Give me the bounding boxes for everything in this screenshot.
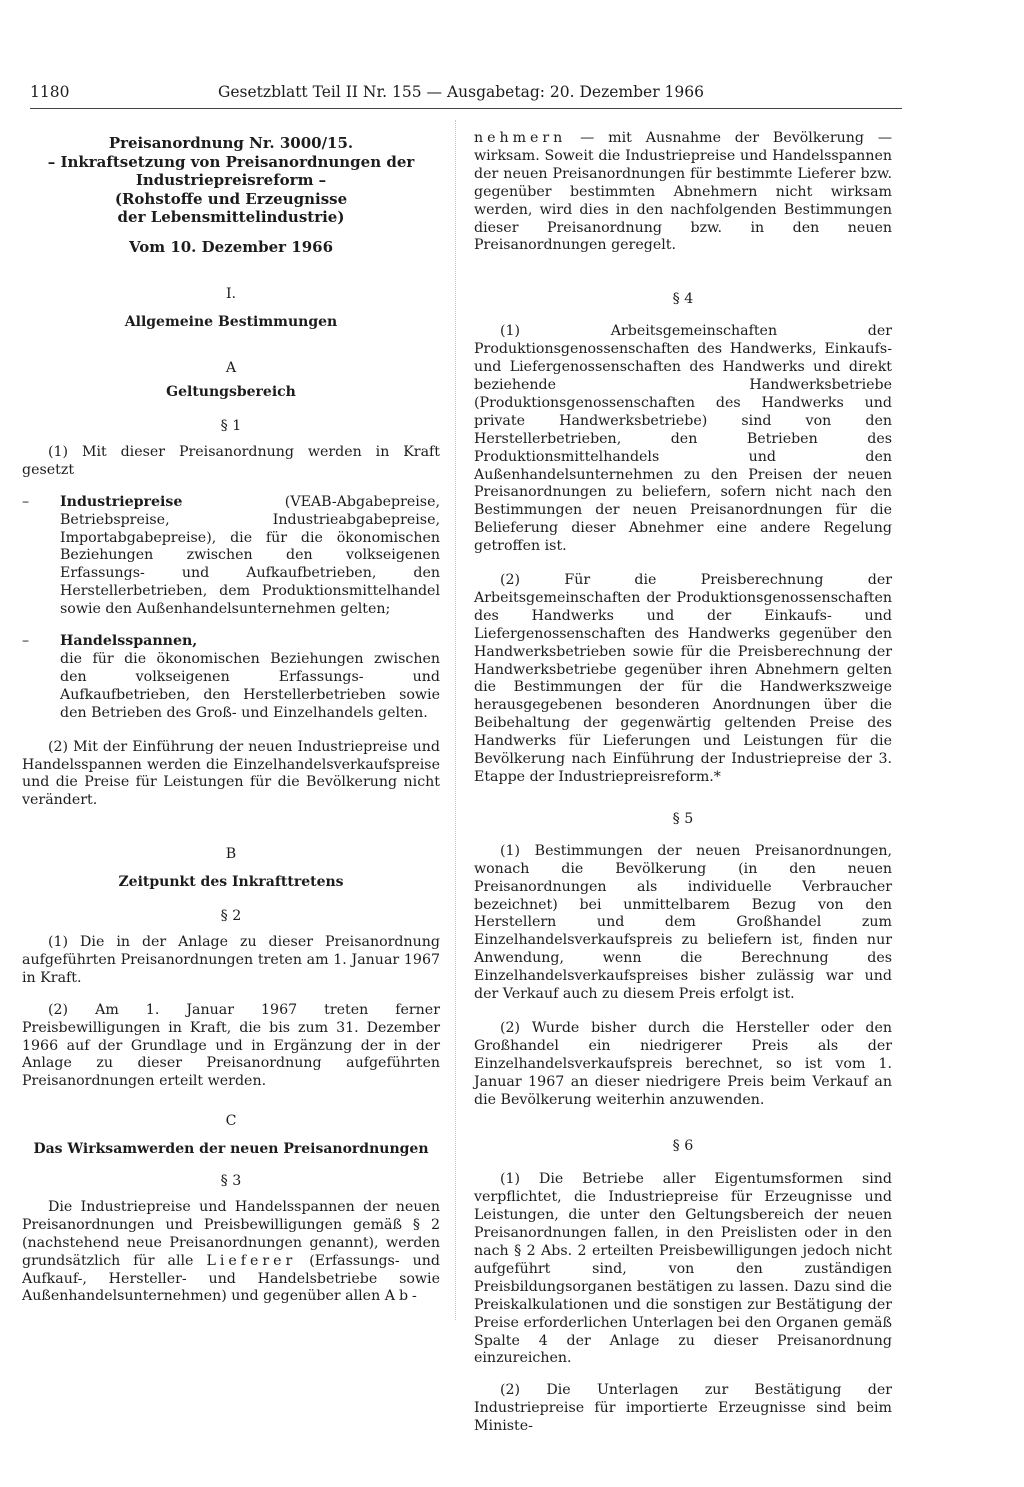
title-line-3: Industriepreisreform – [135,171,327,189]
paragraph-4-abs-2: (2) Für die Preisberechnung der Arbeitsgemeinschaften der Produktionsgenossenschaften des Handwerks und der Einkaufs- und Liefergenossenschaften des Handwerks gegenüber den Handwerksbetrieben sowie für die Preisberechnung der Handwerksbetriebe gegenüber ihren Abnehmern gelten die Bestimmungen der für die Handwerkszweige herausgegebenen besonderen Anordnungen über die Beibehaltung der gegenwärtig geltenden Preise des Handwerks für Lieferungen und Leistungen für die Bevölkerung nach Einführung der Industriepreise der 3. Etappe der Industriepreisreform.* [474,572,892,785]
page-header [30,82,710,104]
title-line-2: – Inkraftsetzung von Preisanordnungen der [47,152,415,171]
page-header-title: Gesetzblatt Teil II Nr. 155 — Ausgabetag: 20. Dezember 1966 [218,83,704,101]
item-term: Industriepreise [60,493,183,510]
paragraph-4-abs-1: (1) Arbeitsgemeinschaften der Produktionsgenossenschaften des Handwerks, Einkaufs- und Liefergenossenschaften des Handwerks und direkt beziehende Handwerksbetriebe (Produktionsgenossenschaften des Handwerks und private Handwerksbetriebe) sind von den Herstellerbetrieben, den Betrieben des Produktionsmittelhandels und den Außenhandelsunternehmen zu den Preisen der neuen Preisanordnungen zu beliefern, sofern nicht nach den Bestimmungen der neuen Preisanordnungen für die Belieferung dieser Abnehmer eine andere Regelung getroffen ist. [474,323,892,555]
section-c-letter: C [225,1113,237,1130]
part-numeral: I. [225,286,237,303]
item-text: die für die ökonomischen Beziehungen zwischen den volkseigenen Erfassungs- und Aufkaufbetrieben, den Herstellerbetrieben sowie den Betrieben des Groß- und Einzelhandels gelten. [60,651,440,721]
list-item-handelsspannen [22,633,440,651]
paragraph-3-text-a: Die Industriepreise und Handelsspannen der neuen Preisanordnungen und Preisbewilligungen gemäß § 2 (nachstehend neue Preisanordnungen genannt), werden grundsätzlich für alle [22,1198,440,1269]
section-b-heading: Zeitpunkt des Inkrafttretens [118,874,344,891]
paragraph-2-abs-2: (2) Am 1. Januar 1967 treten ferner Preisbewilligungen in Kraft, die bis zum 31. Dezember 1966 auf der Grundlage und in Ergänzung der in der Anlage zu dieser Preisanordnung aufgeführten Preisanordnungen erteilt werden. [22,1001,440,1090]
paragraph-1-sign: § 1 [220,418,242,435]
paragraph-3-sign: § 3 [220,1173,242,1190]
title-line-1: Preisanordnung Nr. 3000/15. [108,134,354,152]
continuation-spaced: nehmern [474,130,567,146]
header-rule [30,108,902,109]
paragraph-3-spaced-lieferer: Lieferer [206,1252,297,1269]
paragraph-5-abs-1: (1) Bestimmungen der neuen Preisanordnungen, wonach die Bevölkerung (in den neuen Preisanordnungen als individuelle Verbraucher bezeichnet) bei unmittelbarem Bezug von den Herstellern und dem Großhandel zum Einzelhandelsverkaufspreis zu beliefern ist, finden nur Anwendung, wenn die Berechnung des Einzelhandelsverkaufspreises bisher zulässig war und der Verkauf auch zu diesem Preis erfolgt ist. [474,842,892,1003]
paragraph-3-text-b: (Erfassungs- und Aufkauf-, Hersteller- und Handelsbetriebe sowie Außenhandelsunternehmen) und gegenüber allen [22,1252,440,1305]
paragraph-6-abs-1: (1) Die Betriebe aller Eigentumsformen sind verpflichtet, die Industriepreise für Erzeugnisse und Leistungen, die unter den Geltungsbereich der neuen Preisanordnungen fallen, in den Preislisten oder in den nach § 2 Abs. 2 erteilten Preisbewilligungen jedoch nicht aufgeführt sind, von den zuständigen Preisbildungsorganen bestätigen zu lassen. Dazu sind die Preiskalkulationen und die sonstigen zur Bestätigung der Preise erforderlichen Unterlagen bei den Organen gemäß Spalte 4 der Anlage zu dieser Preisanordnung einzureichen. [474,1171,892,1367]
list-item-industriepreise [22,494,440,619]
paragraph-2-abs-1: (1) Die in der Anlage zu dieser Preisanordnung aufgeführten Preisanordnungen treten am 1. Januar 1967 in Kraft. [22,933,440,986]
section-a-heading: Geltungsbereich [166,384,296,401]
ordinance-date: Vom 10. Dezember 1966 [128,237,334,256]
paragraph-5-abs-2: (2) Wurde bisher durch die Hersteller oder den Großhandel ein niedrigerer Preis als der Einzelhandelsverkaufspreis berechnet, so ist vom 1. Januar 1967 an dieser niedrigere Preis beim Verkauf an die Bevölkerung weiterhin anzuwenden. [474,1019,892,1108]
item-dash: – [22,633,30,650]
paragraph-3-spaced-ab: Ab- [384,1288,421,1305]
paragraph-2-sign: § 2 [220,908,242,925]
paragraph-3-text [22,1199,440,1306]
title-line-5: der Lebensmittelindustrie) [117,208,345,226]
paragraph-6-sign: § 6 [672,1137,694,1154]
item-term: Handelsspannen, [60,633,198,650]
title-line-4: (Rohstoffe und Erzeugnisse [114,189,348,208]
ordinance-title [22,134,440,227]
section-c-heading: Das Wirksamwerden der neuen Preisanordnungen [33,1141,429,1158]
continuation-text [474,130,892,255]
left-column [22,130,440,1306]
paragraph-1-abs-1: (1) Mit dieser Preisanordnung werden in Kraft gesetzt [22,443,440,478]
paragraph-5-sign: § 5 [672,810,694,827]
right-column [474,130,892,1436]
item-dash: – [22,493,30,510]
page-number: 1180 [30,83,70,101]
continuation-body: — mit Ausnahme der Bevölkerung — wirksam. Soweit die Industriepreise und Handelsspannen der neuen Preisanordnungen für bestimmte Lieferer bzw. gegenüber bestimmten Abnehmern nicht wirksam werden, wird dies in den nachfolgenden Bestimmungen dieser Preisanordnung bzw. in den neuen Preisanordnungen geregelt. [474,130,893,254]
paragraph-1-abs-2: (2) Mit der Einführung der neuen Industriepreise und Handelsspannen werden die Einzelhandelsverkaufspreise und die Preise für Leistungen für die Bevölkerung nicht verändert. [22,738,440,809]
paragraph-4-sign: § 4 [672,291,694,308]
paragraph-6-abs-2: (2) Die Unterlagen zur Bestätigung der Industriepreise für importierte Erzeugnisse sind beim Ministe- [474,1382,892,1435]
column-divider [455,120,457,1320]
item-text: (VEAB-Abgabepreise, Betriebspreise, Industrieabgabepreise, Importabgabepreise), die für die ökonomischen Beziehungen zwischen den volkseigenen Erfassungs- und Aufkaufbetrieben, den Herstellerbetrieben, dem Produktionsmittelhandel sowie den Außenhandelsunternehmen gelten; [60,493,440,618]
part-heading: Allgemeine Bestimmungen [124,314,338,331]
section-a-letter: A [225,360,237,377]
section-b-letter: B [225,846,237,863]
